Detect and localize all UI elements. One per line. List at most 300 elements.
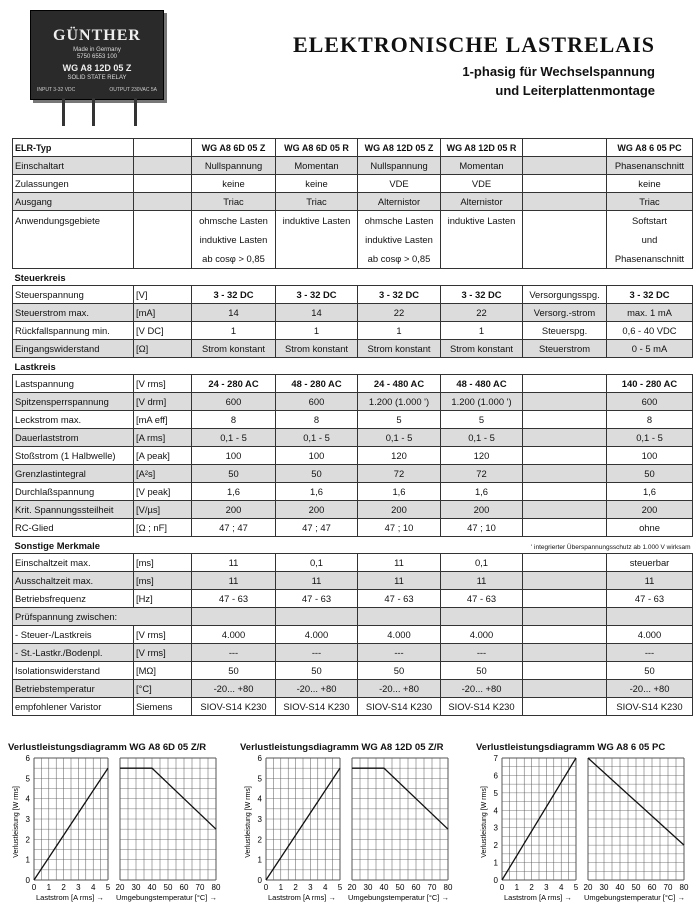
x-tick-label: 3 — [544, 883, 549, 892]
x-tick-label: 3 — [308, 883, 313, 892]
row-label: Prüfspannung zwischen: — [13, 608, 192, 626]
x-tick-label: 1 — [278, 883, 284, 892]
value-cell: 1,6 — [192, 483, 276, 501]
section-header — [13, 537, 693, 554]
unit-cell: [V rms] — [134, 375, 192, 393]
value-cell: 8 — [276, 411, 358, 429]
value-cell: Momentan — [441, 157, 523, 175]
value-cell: Triac — [276, 193, 358, 211]
value-cell: -20... +80 — [276, 680, 358, 698]
application-line: induktive Lasten — [199, 234, 268, 245]
relay-brand: GÜNTHER — [53, 27, 141, 44]
x-tick-label: 2 — [529, 883, 534, 892]
y-tick-label: 1 — [25, 855, 30, 865]
x-tick-label: 80 — [211, 883, 221, 892]
x-axis-label: Laststrom [A rms] → — [268, 893, 336, 902]
spacer-cell — [523, 519, 607, 537]
x-axis-label: Laststrom [A rms] → — [36, 893, 104, 902]
type-name: WG A8 12D 05 R — [441, 139, 523, 157]
y-tick-label: 1 — [493, 858, 498, 868]
value-cell: VDE — [358, 175, 441, 193]
unit-cell: [ms] — [134, 554, 192, 572]
row-label: empfohlener Varistor — [13, 698, 134, 716]
spacer-cell — [523, 501, 607, 519]
value-cell: 50 — [607, 662, 693, 680]
x-tick-label: 3 — [76, 883, 81, 892]
value-cell: 5 — [358, 411, 441, 429]
y-axis-label: Verlustleistung [W rms] — [13, 786, 20, 858]
y-tick-label: 1 — [257, 855, 262, 865]
value-cell: 50 — [192, 465, 276, 483]
type-name: WG A8 6D 05 R — [276, 139, 358, 157]
misc-row — [13, 554, 693, 572]
x-tick-label: 50 — [395, 883, 405, 892]
relay-pin — [62, 98, 65, 126]
relay-input: INPUT 3-32 VDC — [37, 87, 76, 93]
spacer-cell — [523, 698, 607, 716]
x-axis-label: Umgebungstemperatur [°C] → — [348, 893, 449, 902]
diagram-title: Verlustleistungsdiagramm WG A8 6D 05 Z/R — [8, 742, 207, 753]
value-cell: 1,6 — [607, 483, 693, 501]
type-header-row — [13, 139, 693, 157]
y-tick-label: 4 — [25, 794, 30, 804]
value-cell: Phasenanschnitt — [607, 157, 693, 175]
value-cell: keine — [276, 175, 358, 193]
value-cell: 140 - 280 AC — [607, 375, 693, 393]
empty-cell — [358, 608, 441, 626]
value-cell: 50 — [276, 465, 358, 483]
y-tick-label: 3 — [257, 815, 262, 824]
x-tick-label: 30 — [131, 883, 141, 892]
value-cell: -20... +80 — [358, 680, 441, 698]
row-label: - Steuer-/Lastkreis — [13, 626, 134, 644]
unit-cell: [°C] — [134, 680, 192, 698]
x-tick-label: 30 — [599, 883, 609, 892]
relay-model: WG A8 12D 05 Z — [62, 63, 132, 73]
load-row — [13, 519, 693, 537]
y-tick-label: 2 — [25, 835, 30, 845]
row-label: Durchlaßspannung — [13, 483, 134, 501]
value-cell: 11 — [192, 572, 276, 590]
value-cell: 600 — [192, 393, 276, 411]
value-cell: 120 — [441, 447, 523, 465]
spacer-cell — [523, 211, 607, 269]
unit-cell — [134, 139, 192, 157]
value-cell: 3 - 32 DC — [607, 286, 693, 304]
spacer-cell — [523, 157, 607, 175]
y-tick-label: 4 — [257, 794, 262, 804]
value-cell: 47 - 63 — [192, 590, 276, 608]
section-title-text: Sonstige Merkmale — [14, 539, 100, 551]
value-cell: 50 — [607, 465, 693, 483]
value-cell: 600 — [607, 393, 693, 411]
value-cell: 0,1 — [276, 554, 358, 572]
type-name: WG A8 6 05 PC — [607, 139, 693, 157]
spacer-cell — [523, 175, 607, 193]
relay-pin — [134, 98, 137, 126]
x-tick-label: 20 — [347, 883, 357, 892]
y-tick-label: 4 — [493, 806, 498, 816]
control-row — [13, 322, 693, 340]
general-row — [13, 193, 693, 211]
load-row — [13, 393, 693, 411]
spacer-cell — [523, 644, 607, 662]
x-tick-label: 4 — [90, 883, 96, 892]
value-cell: 3 - 32 DC — [441, 286, 523, 304]
x-tick-label: 40 — [615, 883, 625, 892]
value-cell: 47 ; 10 — [358, 519, 441, 537]
spacer-cell — [523, 572, 607, 590]
x-tick-label: 2 — [293, 883, 298, 892]
spacer-cell — [523, 483, 607, 501]
application-line: und — [641, 234, 658, 245]
diagram-plot — [8, 752, 223, 906]
value-cell: 22 — [441, 304, 523, 322]
value-cell: 100 — [276, 447, 358, 465]
spacer-cell — [523, 465, 607, 483]
value-cell: 1.200 (1.000 ') — [358, 393, 441, 411]
value-cell: -20... +80 — [607, 680, 693, 698]
type-label: ELR-Typ — [13, 139, 134, 157]
empty-cell — [607, 608, 693, 626]
x-tick-label: 60 — [647, 883, 657, 892]
load-row — [13, 465, 693, 483]
row-label: Stoßstrom (1 Halbwelle) — [13, 447, 134, 465]
value-cell: 3 - 32 DC — [192, 286, 276, 304]
value-cell: 22 — [358, 304, 441, 322]
x-axis-label: Umgebungstemperatur [°C] → — [116, 893, 217, 902]
value-cell: 8 — [192, 411, 276, 429]
value-cell: Strom konstant — [276, 340, 358, 358]
relay-made: Made in Germany — [73, 47, 121, 53]
page-title: ELEKTRONISCHE LASTRELAIS — [292, 32, 655, 57]
value-cell: --- — [276, 644, 358, 662]
row-label: Steuerspannung — [13, 286, 134, 304]
misc-row — [13, 608, 693, 626]
relay-kind: SOLID STATE RELAY — [67, 75, 127, 81]
unit-cell — [134, 157, 192, 175]
value-cell: SIOV-S14 K230 — [607, 698, 693, 716]
value-cell: 24 - 480 AC — [358, 375, 441, 393]
spacer-cell — [523, 375, 607, 393]
y-tick-label: 7 — [493, 754, 498, 763]
value-cell: 11 — [441, 572, 523, 590]
value-cell: 200 — [276, 501, 358, 519]
value-cell: keine — [192, 175, 276, 193]
section-header — [13, 358, 693, 375]
row-label: Betriebsfrequenz — [13, 590, 134, 608]
value-cell: 0,1 - 5 — [607, 429, 693, 447]
value-cell: SIOV-S14 K230 — [276, 698, 358, 716]
value-cell: Alternistor — [358, 193, 441, 211]
spacer-cell — [523, 393, 607, 411]
row-label: Ausschaltzeit max. — [13, 572, 134, 590]
load-row — [13, 447, 693, 465]
x-tick-label: 0 — [31, 883, 37, 892]
row-label: Einschaltzeit max. — [13, 554, 134, 572]
unit-cell: [Ω] — [134, 340, 192, 358]
value-cell: 4.000 — [441, 626, 523, 644]
unit-cell: [V rms] — [134, 644, 192, 662]
x-tick-label: 70 — [427, 883, 437, 892]
application-line: Phasenanschnitt — [614, 253, 685, 264]
spacer-cell — [523, 411, 607, 429]
application-cell — [276, 211, 358, 269]
value-cell: max. 1 mA — [607, 304, 693, 322]
unit-cell: [Hz] — [134, 590, 192, 608]
value-cell: 3 - 32 DC — [276, 286, 358, 304]
y-tick-label: 5 — [493, 788, 498, 798]
unit-cell: Siemens — [134, 698, 192, 716]
x-axis-label: Laststrom [A rms] → — [504, 893, 572, 902]
value-cell: 120 — [358, 447, 441, 465]
x-tick-label: 0 — [263, 883, 269, 892]
y-axis-label: Verlustleistung [W rms] — [481, 786, 488, 858]
value-cell: 48 - 480 AC — [441, 375, 523, 393]
unit-cell: [ms] — [134, 572, 192, 590]
y-axis-label: Verlustleistung [W rms] — [245, 786, 252, 858]
application-line: induktive Lasten — [365, 234, 433, 245]
value-cell: 1 — [441, 322, 523, 340]
value-cell: --- — [192, 644, 276, 662]
value-cell: 5 — [441, 411, 523, 429]
section-title — [13, 537, 693, 554]
value-cell: Strom konstant — [441, 340, 523, 358]
y-tick-label: 0 — [257, 876, 262, 885]
row-label: Dauerlaststrom — [13, 429, 134, 447]
spacer-cell — [523, 626, 607, 644]
empty-cell — [441, 608, 523, 626]
value-cell: 11 — [276, 572, 358, 590]
x-tick-label: 70 — [195, 883, 205, 892]
value-cell: Triac — [192, 193, 276, 211]
value-cell: 47 ; 47 — [276, 519, 358, 537]
misc-row — [13, 680, 693, 698]
value-cell: 48 - 280 AC — [276, 375, 358, 393]
value-cell: 11 — [358, 554, 441, 572]
value-cell: 4.000 — [358, 626, 441, 644]
y-tick-label: 5 — [25, 774, 30, 784]
application-row — [13, 211, 693, 269]
y-tick-label: 2 — [257, 835, 262, 845]
application-cell — [607, 211, 693, 269]
value-cell: SIOV-S14 K230 — [192, 698, 276, 716]
empty-cell — [276, 608, 358, 626]
x-tick-label: 2 — [61, 883, 66, 892]
misc-row — [13, 698, 693, 716]
relay-part: 5750 6553 100 — [76, 54, 118, 60]
misc-row — [13, 662, 693, 680]
empty-cell — [192, 608, 276, 626]
x-tick-label: 20 — [115, 883, 125, 892]
value-cell: Nullspannung — [192, 157, 276, 175]
x-tick-label: 40 — [147, 883, 157, 892]
row-label: Betriebstemperatur — [13, 680, 134, 698]
section-title: Steuerkreis — [13, 269, 693, 286]
spacer-cell — [523, 193, 607, 211]
unit-cell: [Ω ; nF] — [134, 519, 192, 537]
value-cell: 72 — [358, 465, 441, 483]
x-tick-label: 80 — [679, 883, 689, 892]
spec-table — [12, 138, 693, 716]
load-row — [13, 501, 693, 519]
value-cell: 11 — [607, 572, 693, 590]
misc-row — [13, 644, 693, 662]
row-label: Isolationswiderstand — [13, 662, 134, 680]
value-cell: --- — [358, 644, 441, 662]
unit-cell — [134, 193, 192, 211]
value-cell: -20... +80 — [192, 680, 276, 698]
x-tick-label: 50 — [163, 883, 173, 892]
value-cell: 0,1 - 5 — [441, 429, 523, 447]
value-cell: 50 — [192, 662, 276, 680]
value-cell: 47 - 63 — [276, 590, 358, 608]
general-row — [13, 157, 693, 175]
value-cell: Strom konstant — [358, 340, 441, 358]
value-cell: VDE — [441, 175, 523, 193]
value-cell: SIOV-S14 K230 — [358, 698, 441, 716]
y-tick-label: 3 — [25, 815, 30, 824]
page-subtitle-2: und Leiterplattenmontage — [495, 83, 655, 98]
unit-cell: [V/µs] — [134, 501, 192, 519]
value-cell: 14 — [276, 304, 358, 322]
pc-param-label: Steuerstrom — [523, 340, 607, 358]
y-tick-label: 6 — [493, 771, 498, 781]
value-cell: 1,6 — [441, 483, 523, 501]
value-cell: 11 — [358, 572, 441, 590]
application-line: induktive Lasten — [282, 215, 351, 226]
x-tick-label: 30 — [363, 883, 373, 892]
application-line: ab cosφ > 0,85 — [367, 253, 431, 264]
application-line: ab cosφ > 0,85 — [202, 253, 265, 264]
control-row — [13, 340, 693, 358]
value-cell: Triac — [607, 193, 693, 211]
y-tick-label: 6 — [257, 754, 262, 763]
unit-cell: [A²s] — [134, 465, 192, 483]
value-cell: --- — [441, 644, 523, 662]
unit-cell: [V] — [134, 286, 192, 304]
value-cell: 47 - 63 — [441, 590, 523, 608]
value-cell: 100 — [607, 447, 693, 465]
value-cell: -20... +80 — [441, 680, 523, 698]
x-tick-label: 5 — [105, 883, 111, 892]
y-tick-label: 0 — [25, 876, 30, 885]
row-label: Krit. Spannungssteilheit — [13, 501, 134, 519]
x-axis-label: Umgebungstemperatur [°C] → — [584, 893, 685, 902]
value-cell: 0,1 - 5 — [276, 429, 358, 447]
x-tick-label: 20 — [583, 883, 593, 892]
value-cell: Momentan — [276, 157, 358, 175]
row-label: Anwendungsgebiete — [13, 211, 134, 269]
load-row — [13, 429, 693, 447]
type-name: WG A8 6D 05 Z — [192, 139, 276, 157]
relay-output: OUTPUT 230VAC 5A — [109, 87, 157, 93]
pc-param-label: Steuerspg. — [523, 322, 607, 340]
value-cell: Strom konstant — [192, 340, 276, 358]
row-label: Zulassungen — [13, 175, 134, 193]
spacer-cell — [523, 554, 607, 572]
unit-cell: [A rms] — [134, 429, 192, 447]
value-cell: 1,6 — [358, 483, 441, 501]
value-cell: 47 - 63 — [607, 590, 693, 608]
value-cell: 3 - 32 DC — [358, 286, 441, 304]
general-row — [13, 175, 693, 193]
value-cell: keine — [607, 175, 693, 193]
value-cell: 47 ; 10 — [441, 519, 523, 537]
control-row — [13, 286, 693, 304]
row-label: Ausgang — [13, 193, 134, 211]
row-label: Eingangswiderstand — [13, 340, 134, 358]
value-cell: 1.200 (1.000 ') — [441, 393, 523, 411]
value-cell: SIOV-S14 K230 — [441, 698, 523, 716]
x-tick-label: 4 — [322, 883, 328, 892]
application-line: Softstart — [632, 215, 667, 226]
y-tick-label: 3 — [493, 823, 498, 833]
diagram-title: Verlustleistungsdiagramm WG A8 6 05 PC — [476, 742, 666, 753]
value-cell: 4.000 — [276, 626, 358, 644]
x-tick-label: 5 — [573, 883, 579, 892]
value-cell: 24 - 280 AC — [192, 375, 276, 393]
relay-pin — [92, 98, 95, 126]
value-cell: 0,1 — [441, 554, 523, 572]
value-cell: 11 — [192, 554, 276, 572]
value-cell: 0,1 - 5 — [358, 429, 441, 447]
y-tick-label: 6 — [25, 754, 30, 763]
value-cell: steuerbar — [607, 554, 693, 572]
value-cell: 0,1 - 5 — [192, 429, 276, 447]
value-cell: 0,6 - 40 VDC — [607, 322, 693, 340]
value-cell: 47 - 63 — [358, 590, 441, 608]
x-tick-label: 5 — [337, 883, 343, 892]
row-label: Rückfallspannung min. — [13, 322, 134, 340]
application-line: ohmsche Lasten — [364, 215, 434, 226]
x-tick-label: 4 — [558, 883, 564, 892]
unit-cell: [A peak] — [134, 447, 192, 465]
row-label: Grenzlastintegral — [13, 465, 134, 483]
row-label: Einschaltart — [13, 157, 134, 175]
value-cell: 14 — [192, 304, 276, 322]
spacer-cell — [523, 447, 607, 465]
unit-cell — [134, 211, 192, 269]
load-row — [13, 375, 693, 393]
value-cell: 50 — [358, 662, 441, 680]
type-name: WG A8 12D 05 Z — [358, 139, 441, 157]
diagram-plot — [476, 752, 691, 906]
value-cell: ohne — [607, 519, 693, 537]
section-title: Lastkreis — [13, 358, 693, 375]
value-cell: 200 — [358, 501, 441, 519]
x-tick-label: 0 — [499, 883, 505, 892]
x-tick-label: 80 — [443, 883, 453, 892]
footnote: ' integrierter Überspannungsschutz ab 1.000 V wirksam — [531, 543, 691, 551]
value-cell: 1 — [192, 322, 276, 340]
value-cell: Alternistor — [441, 193, 523, 211]
application-line: ohmsche Lasten — [199, 215, 268, 226]
unit-cell: [V peak] — [134, 483, 192, 501]
value-cell: 200 — [192, 501, 276, 519]
value-cell: 4.000 — [607, 626, 693, 644]
misc-row — [13, 626, 693, 644]
value-cell: 1,6 — [276, 483, 358, 501]
row-label: Lastspannung — [13, 375, 134, 393]
application-cell — [192, 211, 276, 269]
unit-cell: [V drm] — [134, 393, 192, 411]
unit-cell: [V rms] — [134, 626, 192, 644]
load-row — [13, 483, 693, 501]
application-cell — [441, 211, 523, 269]
application-line: induktive Lasten — [447, 215, 516, 226]
y-tick-label: 2 — [493, 841, 498, 851]
